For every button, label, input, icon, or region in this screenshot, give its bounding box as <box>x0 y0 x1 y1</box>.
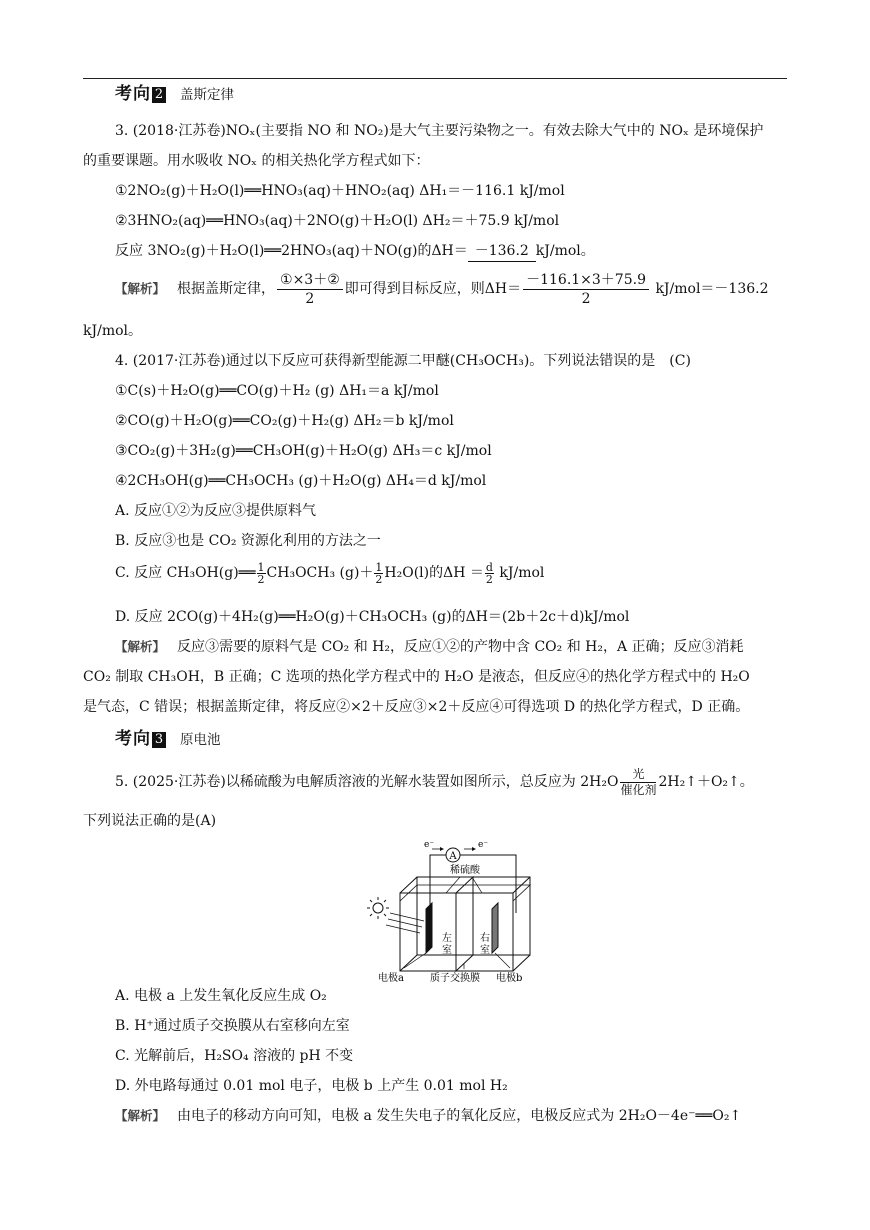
light-ray <box>390 913 424 921</box>
q4-option-d: D. 反应 2CO(g)＋4H₂(g)══H₂O(g)＋CH₃OCH₃ (g)的ΔH＝(2b＋2c＋d)kJ/mol <box>115 609 630 625</box>
fraction-numerator: －116.1×3＋75.9 <box>523 271 649 290</box>
section-header-2 <box>115 84 234 105</box>
electron-label-right: e⁻ <box>478 840 489 850</box>
q3-stem-line2: 的重要课题。用水吸收 NOₓ 的相关热化学方程式如下： <box>83 153 430 169</box>
proton-exchange-membrane <box>456 877 473 971</box>
reaction-condition <box>620 767 656 798</box>
acid-label: 稀硫酸 <box>450 865 480 876</box>
section-title: 盖斯定律 <box>180 87 234 103</box>
tank-edge <box>400 955 417 971</box>
fraction-denominator: 2 <box>257 572 265 586</box>
q3-answer-blank: －136.2 <box>468 241 536 262</box>
left-room-label-char2: 室 <box>442 945 452 956</box>
q4-option-c-fraction-2 <box>374 562 383 585</box>
q4-option-c-text-c: H₂O(l)的ΔH ＝ <box>384 565 484 581</box>
section-tag: 考向 <box>115 84 151 104</box>
fraction-denominator: 2 <box>485 572 493 586</box>
q5-stem-line2: 下列说法正确的是(A) <box>83 813 217 829</box>
q4-stem: 4. (2017·江苏卷)通过以下反应可获得新型能源二甲醚(CH₃OCH₃)。下列说法错误的是 (C) <box>115 353 691 369</box>
q4-option-c-fraction-3 <box>485 562 494 585</box>
electrode-a-label: 电极a <box>378 973 404 984</box>
q3-analysis-line1 <box>115 270 769 308</box>
q4-analysis-line2: CO₂ 制取 CH₃OH，B 正确；C 选项的热化学方程式中的 H₂O 是液态，但反应④的热化学方程式中的 H₂O <box>83 669 750 685</box>
section-title: 原电池 <box>180 732 221 748</box>
section-number: 3 <box>152 732 166 748</box>
fraction-numerator: ①×3＋② <box>277 271 343 290</box>
fraction-denominator: 2 <box>581 290 591 307</box>
q3-analysis-text-a: 根据盖斯定律， <box>177 281 276 297</box>
q4-option-a: A. 反应①②为反应③提供原料气 <box>115 503 317 519</box>
section-header-3 <box>115 729 221 750</box>
electron-label-left: e⁻ <box>424 840 435 850</box>
q4-option-c-fraction-1 <box>257 562 266 585</box>
fraction-numerator: 1 <box>257 560 265 574</box>
q3-question-unit: kJ/mol。 <box>535 243 595 259</box>
q4-option-c-text-d: kJ/mol <box>499 565 545 581</box>
q5-option-b: B. H⁺通过质子交换膜从右室移向左室 <box>115 1018 350 1034</box>
analysis-label: 【解析】 <box>115 639 166 654</box>
q3-question-text: 反应 3NO₂(g)＋H₂O(l)══2HNO₃(aq)＋NO(g)的ΔH＝ <box>115 243 468 259</box>
q3-analysis-text-b: 即可得到目标反应，则ΔH＝ <box>344 281 522 297</box>
q4-equation-2: ②CO(g)＋H₂O(g)══CO₂(g)＋H₂(g) ΔH₂＝b kJ/mol <box>115 413 454 429</box>
fraction-numerator: 1 <box>375 560 383 574</box>
q3-fraction-1 <box>277 271 343 308</box>
right-room-label-char1: 右 <box>480 933 490 944</box>
tank-edge <box>400 877 417 893</box>
q3-equation-1: ①2NO₂(g)＋H₂O(l)══HNO₃(aq)＋HNO₂(aq) ΔH₁＝－116.1 kJ/mol <box>115 183 565 199</box>
q5-analysis-text: 由电子的移动方向可知，电极 a 发生失电子的氧化反应，电极反应式为 2H₂O－4e⁻══O₂↑ <box>177 1108 742 1124</box>
q4-equation-3: ③CO₂(g)＋3H₂(g)══CH₃OH(g)＋H₂O(g) ΔH₃＝c kJ/mol <box>115 443 492 459</box>
section-tag: 考向 <box>115 729 151 749</box>
q4-analysis-line1 <box>115 637 744 657</box>
electrode-a-pointer <box>404 953 426 968</box>
q3-analysis-text-c: kJ/mol＝－136.2 <box>655 281 769 297</box>
electrode-a <box>426 903 432 953</box>
q5-analysis-line1 <box>115 1106 741 1126</box>
q5-stem-text-b: 2H₂↑＋O₂↑。 <box>658 774 754 790</box>
q5-stem-line1 <box>115 764 754 800</box>
condition-top: 光 <box>620 767 656 783</box>
q4-equation-1: ①C(s)＋H₂O(g)══CO(g)＋H₂ (g) ΔH₁＝a kJ/mol <box>115 383 439 399</box>
condition-bottom: 催化剂 <box>620 782 657 797</box>
apparatus-figure <box>360 835 540 985</box>
electrode-b <box>492 903 498 953</box>
q3-equation-2: ②3HNO₂(aq)══HNO₃(aq)＋2NO(g)＋H₂O(l) ΔH₂＝＋75.9 kJ/mol <box>115 213 560 229</box>
arrow-head-icon <box>440 847 444 851</box>
q5-option-c: C. 光解前后，H₂SO₄ 溶液的 pH 不变 <box>115 1048 354 1064</box>
q3-stem-line1: 3. (2018·江苏卷)NOₓ(主要指 NO 和 NO₂)是大气主要污染物之一。有效去除大气中的 NOₓ 是环境保护 <box>115 123 764 139</box>
tank-edge <box>513 955 530 971</box>
q5-option-a: A. 电极 a 上发生氧化反应生成 O₂ <box>115 988 327 1004</box>
analysis-label: 【解析】 <box>115 1108 166 1123</box>
q3-question <box>115 241 595 262</box>
q4-option-c <box>115 558 544 588</box>
light-ray <box>386 925 420 933</box>
q4-option-b: B. 反应③也是 CO₂ 资源化利用的方法之一 <box>115 533 381 549</box>
q4-analysis-line3: 是气态，C 错误；根据盖斯定律，将反应②×2＋反应③×2＋反应④可得选项 D 的热化学方程式，D 正确。 <box>83 699 750 715</box>
membrane-label: 质子交换膜 <box>430 973 480 984</box>
q5-stem-text-a: 5. (2025·江苏卷)以稀硫酸为电解质溶液的光解水装置如图所示，总反应为 2H₂O <box>115 774 619 790</box>
q5-option-d: D. 外电路每通过 0.01 mol 电子，电极 b 上产生 0.01 mol H₂ <box>115 1078 508 1094</box>
q4-analysis-text: 反应③需要的原料气是 CO₂ 和 H₂，反应①②的产物中含 CO₂ 和 H₂，A 正确；反应③消耗 <box>177 639 744 655</box>
fraction-denominator: 2 <box>375 572 383 586</box>
fraction-numerator: d <box>485 560 493 574</box>
section-number: 2 <box>152 87 166 103</box>
sun-icon <box>367 897 389 919</box>
top-rule <box>83 78 787 79</box>
ammeter-label: A <box>449 851 457 862</box>
analysis-label: 【解析】 <box>115 281 166 296</box>
q4-option-c-text-a: C. 反应 CH₃OH(g)══ <box>115 565 256 581</box>
q3-fraction-2 <box>523 271 649 308</box>
fraction-denominator: 2 <box>305 290 315 307</box>
q4-equation-4: ④2CH₃OH(g)══CH₃OCH₃ (g)＋H₂O(g) ΔH₄＝d kJ/mol <box>115 473 487 489</box>
q3-analysis-line2: kJ/mol。 <box>83 323 142 339</box>
left-room-label-char1: 左 <box>442 933 452 944</box>
electrode-b-label: 电极b <box>496 973 523 984</box>
right-room-label-char2: 室 <box>480 945 490 956</box>
arrow-head-icon <box>472 847 476 851</box>
q4-option-c-text-b: CH₃OCH₃ (g)＋ <box>266 565 374 581</box>
